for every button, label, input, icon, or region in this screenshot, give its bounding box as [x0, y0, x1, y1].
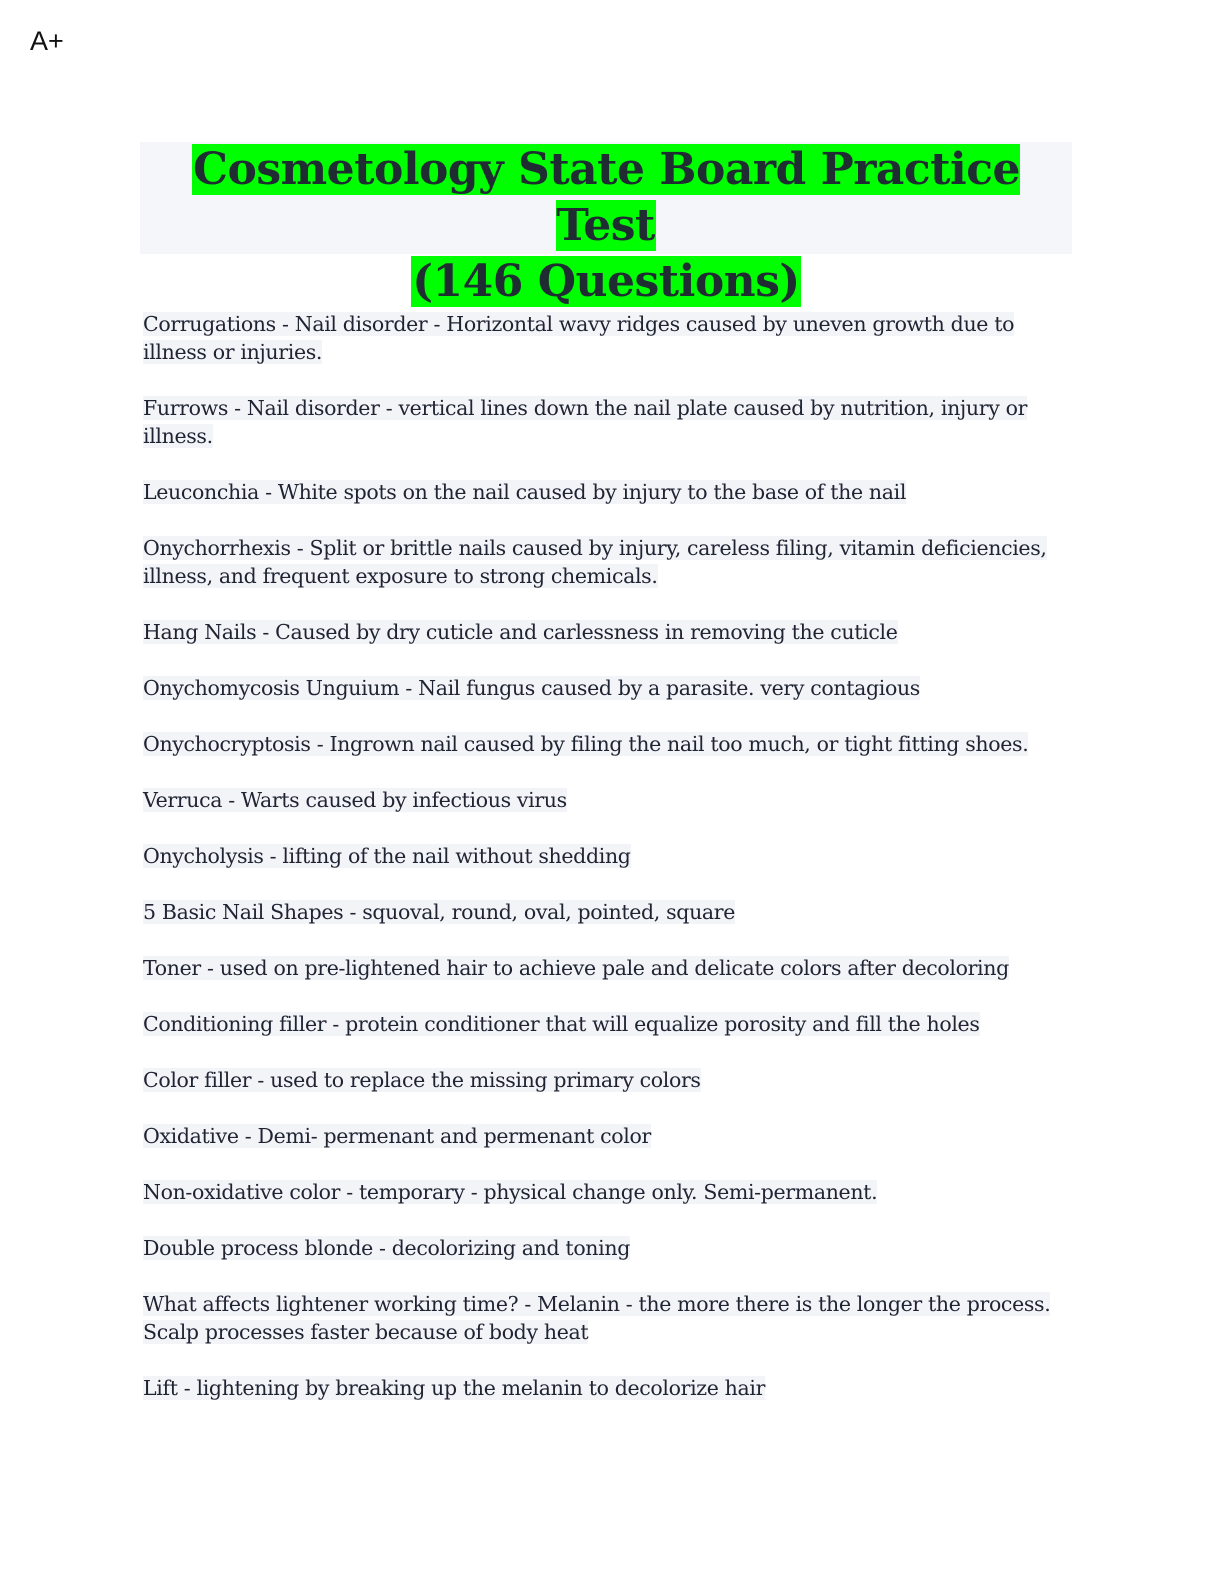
title-block	[140, 142, 1072, 307]
list-item	[143, 1234, 1073, 1262]
list-item	[143, 1178, 1073, 1206]
page-title	[140, 142, 1072, 310]
list-item	[143, 394, 1073, 450]
entry-text: Color filler - used to replace the missing primary colors	[143, 1068, 701, 1092]
entry-text: Onychorrhexis - Split or brittle nails caused by injury, careless filing, vitamin deficiencies, illness, and frequent exposure to strong chemicals.	[143, 536, 1047, 588]
entry-text: Corrugations - Nail disorder - Horizontal wavy ridges caused by uneven growth due to illness or injuries.	[143, 312, 1015, 364]
entry-text: What affects lightener working time? - Melanin - the more there is the longer the process. Scalp processes faster because of body heat	[143, 1292, 1051, 1344]
list-item	[143, 786, 1073, 814]
entry-text: Toner - used on pre-lightened hair to achieve pale and delicate colors after decoloring	[143, 956, 1009, 980]
list-item	[143, 534, 1073, 590]
list-item	[143, 478, 1073, 506]
entry-text: Verruca - Warts caused by infectious virus	[143, 788, 567, 812]
list-item	[143, 1374, 1073, 1402]
title-line-2: (146 Questions)	[412, 256, 800, 307]
list-item	[143, 674, 1073, 702]
list-item	[143, 618, 1073, 646]
list-item	[143, 898, 1073, 926]
list-item	[143, 1010, 1073, 1038]
entry-text: Oxidative - Demi- permenant and permenant color	[143, 1124, 651, 1148]
entry-text: Hang Nails - Caused by dry cuticle and carlessness in removing the cuticle	[143, 620, 898, 644]
entry-text: Lift - lightening by breaking up the melanin to decolorize hair	[143, 1376, 766, 1400]
entry-text: Onychomycosis Unguium - Nail fungus caused by a parasite. very contagious	[143, 676, 920, 700]
list-item	[143, 842, 1073, 870]
list-item	[143, 310, 1073, 366]
entry-text: Onychocryptosis - Ingrown nail caused by filing the nail too much, or tight fitting shoes.	[143, 732, 1029, 756]
flashcard-list	[143, 310, 1073, 1430]
entry-text: Non-oxidative color - temporary - physical change only. Semi-permanent.	[143, 1180, 878, 1204]
list-item	[143, 954, 1073, 982]
list-item	[143, 1290, 1073, 1346]
list-item	[143, 1066, 1073, 1094]
entry-text: Leuconchia - White spots on the nail caused by injury to the base of the nail	[143, 480, 907, 504]
entry-text: Conditioning filler - protein conditioner that will equalize porosity and fill the holes	[143, 1012, 980, 1036]
entry-text: Double process blonde - decolorizing and toning	[143, 1236, 630, 1260]
entry-text: Onycholysis - lifting of the nail without shedding	[143, 844, 631, 868]
list-item	[143, 730, 1073, 758]
list-item	[143, 1122, 1073, 1150]
entry-text: Furrows - Nail disorder - vertical lines down the nail plate caused by nutrition, injury or illness.	[143, 396, 1028, 448]
title-line-1: Cosmetology State Board Practice Test	[192, 144, 1021, 251]
entry-text: 5 Basic Nail Shapes - squoval, round, oval, pointed, square	[143, 900, 736, 924]
grade-label: A+	[30, 26, 64, 56]
